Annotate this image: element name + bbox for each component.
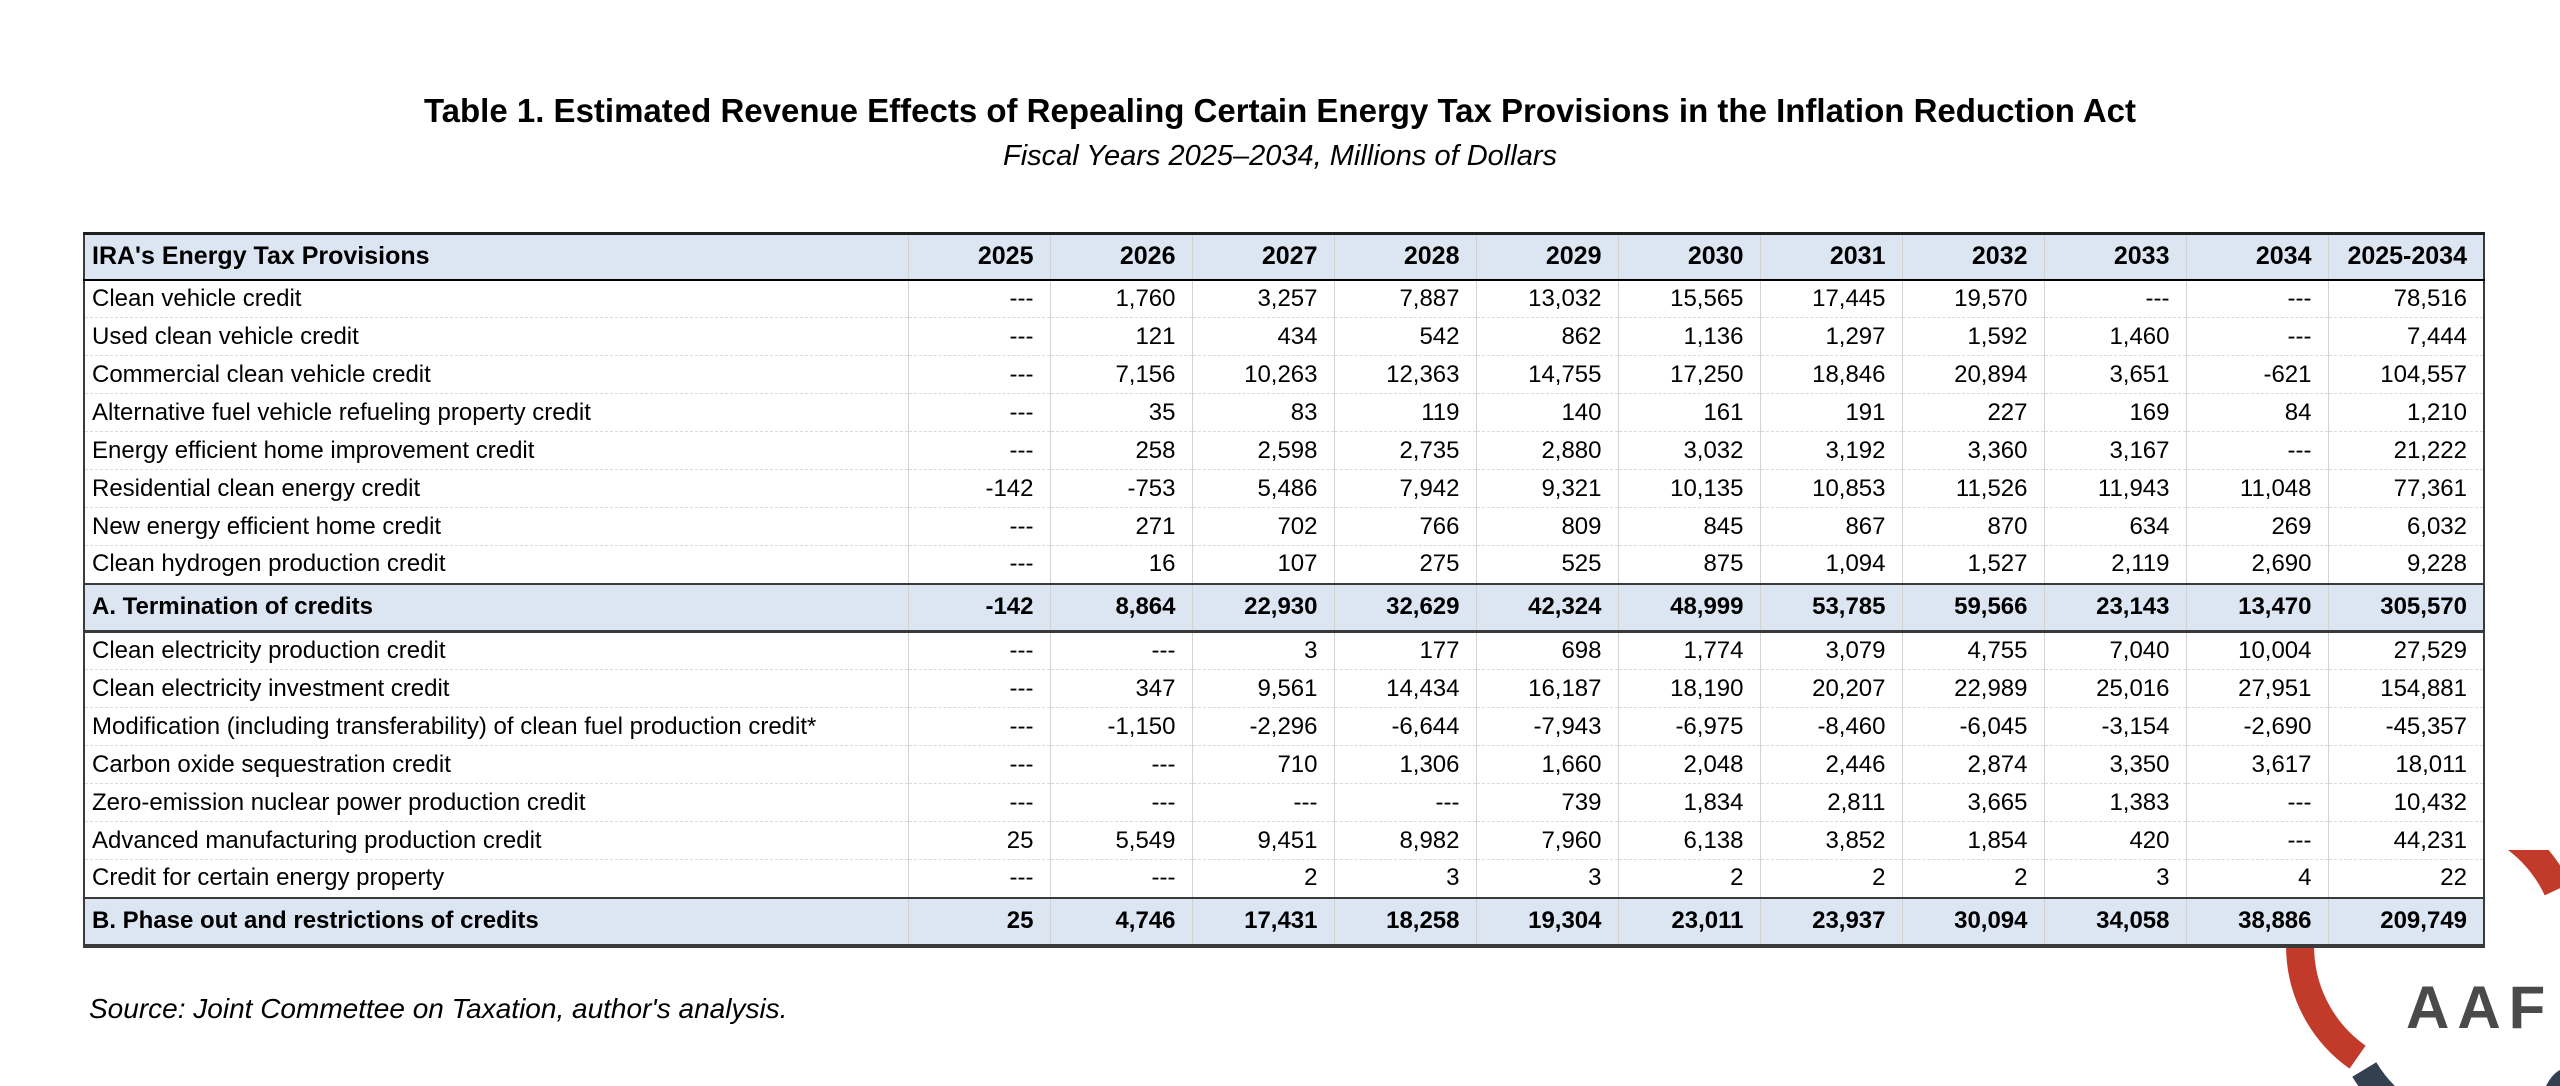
value-cell: 22,989	[1902, 670, 2044, 708]
value-cell: 227	[1902, 394, 2044, 432]
table-row	[84, 632, 2484, 670]
value-cell: 9,561	[1192, 670, 1334, 708]
value-cell: 4	[2186, 860, 2328, 898]
value-cell: 17,431	[1192, 898, 1334, 946]
value-cell: 3,360	[1902, 432, 2044, 470]
value-cell: 1,760	[1050, 280, 1192, 318]
value-cell: 1,136	[1618, 318, 1760, 356]
value-cell: 875	[1618, 546, 1760, 584]
value-cell: 44,231	[2328, 822, 2484, 860]
value-cell: 434	[1192, 318, 1334, 356]
value-cell: 420	[2044, 822, 2186, 860]
value-cell: 4,755	[1902, 632, 2044, 670]
value-cell: 42,324	[1476, 584, 1618, 632]
value-cell: 140	[1476, 394, 1618, 432]
value-cell: 23,937	[1760, 898, 1902, 946]
value-cell: 3,167	[2044, 432, 2186, 470]
header-year: 2032	[1902, 234, 2044, 280]
header-year: 2031	[1760, 234, 1902, 280]
value-cell: 22	[2328, 860, 2484, 898]
value-cell: ---	[2186, 822, 2328, 860]
value-cell: 78,516	[2328, 280, 2484, 318]
table-row	[84, 784, 2484, 822]
value-cell: 269	[2186, 508, 2328, 546]
header-year: 2033	[2044, 234, 2186, 280]
value-cell: 34,058	[2044, 898, 2186, 946]
header-provisions: IRA's Energy Tax Provisions	[84, 234, 908, 280]
value-cell: 13,032	[1476, 280, 1618, 318]
value-cell: 35	[1050, 394, 1192, 432]
value-cell: 1,210	[2328, 394, 2484, 432]
value-cell: 21,222	[2328, 432, 2484, 470]
value-cell: 2,598	[1192, 432, 1334, 470]
value-cell: 38,886	[2186, 898, 2328, 946]
value-cell: 275	[1334, 546, 1476, 584]
value-cell: 845	[1618, 508, 1760, 546]
value-cell: 3,257	[1192, 280, 1334, 318]
value-cell: 2	[1192, 860, 1334, 898]
value-cell: 6,032	[2328, 508, 2484, 546]
value-cell: 7,040	[2044, 632, 2186, 670]
value-cell: -6,045	[1902, 708, 2044, 746]
value-cell: 10,004	[2186, 632, 2328, 670]
value-cell: 1,297	[1760, 318, 1902, 356]
value-cell: 3	[1476, 860, 1618, 898]
row-label: Advanced manufacturing production credit	[84, 822, 908, 860]
value-cell: -8,460	[1760, 708, 1902, 746]
value-cell: 25,016	[2044, 670, 2186, 708]
value-cell: 20,894	[1902, 356, 2044, 394]
value-cell: 634	[2044, 508, 2186, 546]
value-cell: ---	[1050, 860, 1192, 898]
value-cell: 191	[1760, 394, 1902, 432]
value-cell: 1,854	[1902, 822, 2044, 860]
value-cell: ---	[908, 746, 1050, 784]
value-cell: 13,470	[2186, 584, 2328, 632]
value-cell: 3,079	[1760, 632, 1902, 670]
value-cell: ---	[2186, 280, 2328, 318]
logo-navy-corner	[2546, 1070, 2560, 1086]
row-label: B. Phase out and restrictions of credits	[84, 898, 908, 946]
value-cell: 1,094	[1760, 546, 1902, 584]
row-label: Clean electricity investment credit	[84, 670, 908, 708]
value-cell: 30,094	[1902, 898, 2044, 946]
value-cell: 2	[1760, 860, 1902, 898]
value-cell: -142	[908, 584, 1050, 632]
value-cell: 20,207	[1760, 670, 1902, 708]
value-cell: -3,154	[2044, 708, 2186, 746]
value-cell: ---	[2186, 432, 2328, 470]
table-row	[84, 708, 2484, 746]
value-cell: 107	[1192, 546, 1334, 584]
row-label: Used clean vehicle credit	[84, 318, 908, 356]
value-cell: ---	[908, 632, 1050, 670]
header-year: 2034	[2186, 234, 2328, 280]
value-cell: 14,434	[1334, 670, 1476, 708]
value-cell: 3,617	[2186, 746, 2328, 784]
value-cell: -45,357	[2328, 708, 2484, 746]
value-cell: 7,942	[1334, 470, 1476, 508]
header-year: 2030	[1618, 234, 1760, 280]
value-cell: 1,774	[1618, 632, 1760, 670]
table-body	[84, 280, 2484, 946]
row-label: Credit for certain energy property	[84, 860, 908, 898]
value-cell: ---	[908, 860, 1050, 898]
value-cell: 10,135	[1618, 470, 1760, 508]
value-cell: ---	[1050, 784, 1192, 822]
table-row	[84, 432, 2484, 470]
value-cell: 3	[1192, 632, 1334, 670]
value-cell: 77,361	[2328, 470, 2484, 508]
value-cell: 4,746	[1050, 898, 1192, 946]
value-cell: ---	[908, 356, 1050, 394]
value-cell: 19,304	[1476, 898, 1618, 946]
value-cell: 18,190	[1618, 670, 1760, 708]
table-row	[84, 318, 2484, 356]
value-cell: -142	[908, 470, 1050, 508]
value-cell: -6,975	[1618, 708, 1760, 746]
value-cell: 209,749	[2328, 898, 2484, 946]
row-label: Commercial clean vehicle credit	[84, 356, 908, 394]
value-cell: 11,048	[2186, 470, 2328, 508]
value-cell: 11,943	[2044, 470, 2186, 508]
value-cell: 3,665	[1902, 784, 2044, 822]
value-cell: 710	[1192, 746, 1334, 784]
value-cell: ---	[908, 318, 1050, 356]
header-year: 2025-2034	[2328, 234, 2484, 280]
value-cell: 542	[1334, 318, 1476, 356]
value-cell: ---	[908, 670, 1050, 708]
value-cell: ---	[908, 784, 1050, 822]
value-cell: 5,549	[1050, 822, 1192, 860]
value-cell: 2,446	[1760, 746, 1902, 784]
value-cell: 8,864	[1050, 584, 1192, 632]
table-row	[84, 746, 2484, 784]
header-year: 2028	[1334, 234, 1476, 280]
value-cell: ---	[908, 546, 1050, 584]
value-cell: 48,999	[1618, 584, 1760, 632]
value-cell: -621	[2186, 356, 2328, 394]
row-label: Carbon oxide sequestration credit	[84, 746, 908, 784]
value-cell: -6,644	[1334, 708, 1476, 746]
value-cell: 3,350	[2044, 746, 2186, 784]
value-cell: 5,486	[1192, 470, 1334, 508]
value-cell: 525	[1476, 546, 1618, 584]
value-cell: ---	[908, 508, 1050, 546]
value-cell: 2,119	[2044, 546, 2186, 584]
value-cell: 3,651	[2044, 356, 2186, 394]
value-cell: ---	[2186, 784, 2328, 822]
value-cell: 7,156	[1050, 356, 1192, 394]
value-cell: 15,565	[1618, 280, 1760, 318]
value-cell: 18,011	[2328, 746, 2484, 784]
value-cell: 2,735	[1334, 432, 1476, 470]
value-cell: 169	[2044, 394, 2186, 432]
table-row	[84, 356, 2484, 394]
value-cell: 809	[1476, 508, 1618, 546]
value-cell: 16,187	[1476, 670, 1618, 708]
value-cell: 59,566	[1902, 584, 2044, 632]
row-label: New energy efficient home credit	[84, 508, 908, 546]
table-row	[84, 670, 2484, 708]
value-cell: 16	[1050, 546, 1192, 584]
value-cell: 121	[1050, 318, 1192, 356]
value-cell: 1,306	[1334, 746, 1476, 784]
value-cell: 12,363	[1334, 356, 1476, 394]
table-row	[84, 860, 2484, 898]
header-year: 2026	[1050, 234, 1192, 280]
value-cell: 2	[1618, 860, 1760, 898]
value-cell: 698	[1476, 632, 1618, 670]
value-cell: 14,755	[1476, 356, 1618, 394]
value-cell: 3	[2044, 860, 2186, 898]
value-cell: 271	[1050, 508, 1192, 546]
table-row	[84, 508, 2484, 546]
value-cell: 1,527	[1902, 546, 2044, 584]
row-label: Energy efficient home improvement credit	[84, 432, 908, 470]
table-row	[84, 822, 2484, 860]
value-cell: 10,263	[1192, 356, 1334, 394]
value-cell: 7,960	[1476, 822, 1618, 860]
table-row	[84, 280, 2484, 318]
value-cell: 347	[1050, 670, 1192, 708]
value-cell: 3,032	[1618, 432, 1760, 470]
row-label: Clean electricity production credit	[84, 632, 908, 670]
value-cell: 3,192	[1760, 432, 1902, 470]
value-cell: 3	[1334, 860, 1476, 898]
value-cell: 10,432	[2328, 784, 2484, 822]
header-year: 2025	[908, 234, 1050, 280]
value-cell: 766	[1334, 508, 1476, 546]
value-cell: 104,557	[2328, 356, 2484, 394]
revenue-table-container	[83, 232, 2485, 948]
logo-navy-arc	[2364, 1070, 2560, 1086]
value-cell: ---	[1050, 632, 1192, 670]
value-cell: 53,785	[1760, 584, 1902, 632]
value-cell: 25	[908, 898, 1050, 946]
value-cell: 2,690	[2186, 546, 2328, 584]
value-cell: -1,150	[1050, 708, 1192, 746]
value-cell: 27,951	[2186, 670, 2328, 708]
value-cell: ---	[908, 708, 1050, 746]
row-label: Clean vehicle credit	[84, 280, 908, 318]
value-cell: 23,143	[2044, 584, 2186, 632]
table-row	[84, 546, 2484, 584]
value-cell: 1,383	[2044, 784, 2186, 822]
value-cell: 11,526	[1902, 470, 2044, 508]
value-cell: 177	[1334, 632, 1476, 670]
table-title: Table 1. Estimated Revenue Effects of Repealing Certain Energy Tax Provisions in the Inflation Reduction Act	[423, 92, 2137, 129]
value-cell: 7,444	[2328, 318, 2484, 356]
section-total-row	[84, 584, 2484, 632]
value-cell: 862	[1476, 318, 1618, 356]
table-subtitle: Fiscal Years 2025–2034, Millions of Dollars	[1003, 140, 1557, 172]
value-cell: 3,852	[1760, 822, 1902, 860]
value-cell: 1,660	[1476, 746, 1618, 784]
value-cell: 867	[1760, 508, 1902, 546]
value-cell: 84	[2186, 394, 2328, 432]
source-note: Source: Joint Commettee on Taxation, author's analysis.	[89, 993, 788, 1024]
value-cell: 7,887	[1334, 280, 1476, 318]
table-row	[84, 394, 2484, 432]
table-header	[84, 234, 2484, 280]
value-cell: -2,296	[1192, 708, 1334, 746]
value-cell: 2,880	[1476, 432, 1618, 470]
value-cell: 258	[1050, 432, 1192, 470]
value-cell: 9,451	[1192, 822, 1334, 860]
value-cell: 1,834	[1618, 784, 1760, 822]
value-cell: 1,460	[2044, 318, 2186, 356]
value-cell: 18,258	[1334, 898, 1476, 946]
header-year: 2027	[1192, 234, 1334, 280]
value-cell: -753	[1050, 470, 1192, 508]
value-cell: 119	[1334, 394, 1476, 432]
header-year: 2029	[1476, 234, 1618, 280]
value-cell: 2,048	[1618, 746, 1760, 784]
value-cell: 2,874	[1902, 746, 2044, 784]
value-cell: ---	[908, 394, 1050, 432]
row-label: A. Termination of credits	[84, 584, 908, 632]
value-cell: 22,930	[1192, 584, 1334, 632]
value-cell: -2,690	[2186, 708, 2328, 746]
row-label: Clean hydrogen production credit	[84, 546, 908, 584]
header-row	[84, 234, 2484, 280]
value-cell: ---	[908, 432, 1050, 470]
value-cell: ---	[1050, 746, 1192, 784]
value-cell: 1,592	[1902, 318, 2044, 356]
value-cell: 9,228	[2328, 546, 2484, 584]
value-cell: ---	[908, 280, 1050, 318]
value-cell: 27,529	[2328, 632, 2484, 670]
value-cell: ---	[1192, 784, 1334, 822]
logo-text: AAF	[2406, 974, 2554, 1041]
value-cell: 305,570	[2328, 584, 2484, 632]
value-cell: -7,943	[1476, 708, 1618, 746]
value-cell: ---	[2186, 318, 2328, 356]
value-cell: 19,570	[1902, 280, 2044, 318]
value-cell: 739	[1476, 784, 1618, 822]
value-cell: 9,321	[1476, 470, 1618, 508]
revenue-effects-table	[83, 232, 2485, 948]
value-cell: 161	[1618, 394, 1760, 432]
value-cell: 17,445	[1760, 280, 1902, 318]
row-label: Modification (including transferability) of clean fuel production credit*	[84, 708, 908, 746]
table-row	[84, 470, 2484, 508]
row-label: Residential clean energy credit	[84, 470, 908, 508]
row-label: Alternative fuel vehicle refueling property credit	[84, 394, 908, 432]
value-cell: 702	[1192, 508, 1334, 546]
value-cell: 6,138	[1618, 822, 1760, 860]
value-cell: 32,629	[1334, 584, 1476, 632]
value-cell: 18,846	[1760, 356, 1902, 394]
row-label: Zero-emission nuclear power production credit	[84, 784, 908, 822]
value-cell: 2,811	[1760, 784, 1902, 822]
value-cell: 83	[1192, 394, 1334, 432]
value-cell: 23,011	[1618, 898, 1760, 946]
value-cell: 2	[1902, 860, 2044, 898]
value-cell: 870	[1902, 508, 2044, 546]
value-cell: ---	[2044, 280, 2186, 318]
section-total-row	[84, 898, 2484, 946]
value-cell: 25	[908, 822, 1050, 860]
value-cell: ---	[1334, 784, 1476, 822]
value-cell: 8,982	[1334, 822, 1476, 860]
value-cell: 154,881	[2328, 670, 2484, 708]
value-cell: 17,250	[1618, 356, 1760, 394]
value-cell: 10,853	[1760, 470, 1902, 508]
